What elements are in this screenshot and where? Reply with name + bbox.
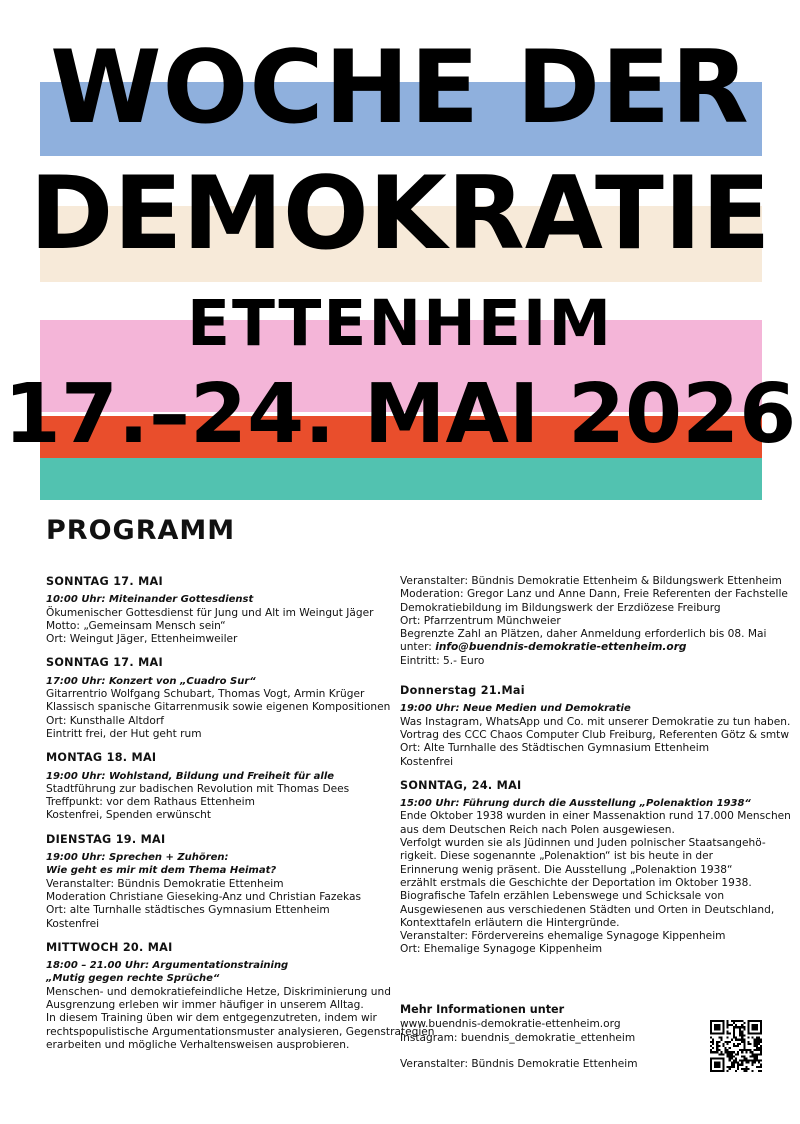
event-detail: Veranstalter: Fördervereins ehemalige Synagoge Kippenheim bbox=[400, 930, 726, 943]
program-event bbox=[46, 833, 386, 931]
headline-line-2: DEMOKRATIE bbox=[29, 154, 771, 272]
event-title: 19:00 Uhr: Sprechen + Zuhören: bbox=[46, 852, 229, 864]
event-day: SONNTAG 17. MAI bbox=[46, 656, 163, 670]
event-detail: Menschen- und demokratiefeindliche Hetze, Diskriminierung und bbox=[46, 985, 391, 998]
event-title: 19:00 Uhr: Neue Medien und Demokratie bbox=[400, 703, 631, 715]
qr-code-icon[interactable] bbox=[710, 1020, 762, 1072]
event-detail: Treffpunkt: vor dem Rathaus Ettenheim bbox=[46, 796, 255, 809]
headline-dates: 17.–24. MAI 2026 bbox=[3, 367, 797, 462]
event-detail: Ort: Alte Turnhalle des Städtischen Gymnasium Ettenheim bbox=[400, 742, 710, 755]
program-event bbox=[46, 575, 386, 646]
program-event bbox=[46, 656, 391, 741]
event-day: MONTAG 18. MAI bbox=[46, 751, 157, 765]
entry-fee: Eintritt: 5.- Euro bbox=[400, 654, 485, 667]
program-title: PROGRAMM bbox=[46, 515, 236, 546]
event-detail: Ökumenischer Gottesdienst für Jung und Alt im Weingut Jäger bbox=[46, 606, 374, 619]
continuation-detail: Begrenzte Zahl an Plätzen, daher Anmeldung erforderlich bis 08. Mai bbox=[400, 628, 767, 641]
event-detail: rechtspopulistische Argumentationsmuster analysieren, Gegenstrategien bbox=[46, 1025, 435, 1038]
program-event bbox=[46, 751, 386, 822]
continuation-detail: Moderation: Gregor Lanz und Anne Dann, Freie Referenten der Fachstelle bbox=[400, 588, 788, 601]
event-detail: Ort: alte Turnhalle städtisches Gymnasium Ettenheim bbox=[46, 904, 330, 917]
event-detail: Ort: Ehemalige Synagoge Kippenheim bbox=[400, 943, 603, 956]
program-right-column bbox=[400, 575, 791, 957]
event-day: SONNTAG 17. MAI bbox=[46, 575, 163, 588]
email-link[interactable]: info@buendnis-demokratie-ettenheim.org bbox=[435, 641, 687, 654]
more-info-title: Mehr Informationen unter bbox=[400, 1003, 565, 1016]
instagram-handle[interactable]: Instagram: buendnis_demokratie_ettenheim bbox=[400, 1031, 636, 1044]
event-title: „Mutig gegen rechte Sprüche“ bbox=[46, 973, 220, 985]
continuation-block bbox=[400, 575, 788, 668]
continuation-detail: Demokratiebildung im Bildungswerk der Erzdiözese Freiburg bbox=[400, 601, 721, 614]
event-detail: Kostenfrei, Spenden erwünscht bbox=[46, 809, 212, 822]
event-detail: Stadtführung zur badischen Revolution mit Thomas Dees bbox=[46, 782, 350, 795]
event-day: DIENSTAG 19. MAI bbox=[46, 832, 166, 846]
more-info-block bbox=[400, 1003, 638, 1071]
event-detail: Ende Oktober 1938 wurden in einer Massenaktion rund 17.000 Menschen bbox=[400, 810, 791, 823]
event-title: 17:00 Uhr: Konzert von „Cuadro Sur“ bbox=[46, 675, 256, 687]
event-detail: Gitarrentrio Wolfgang Schubart, Thomas Vogt, Armin Krüger bbox=[46, 688, 365, 701]
event-title: 15:00 Uhr: Führung durch die Ausstellung „Polenaktion 1938“ bbox=[400, 798, 751, 810]
event-detail: Erinnerung wenig präsent. Die Ausstellung „Polenaktion 1938“ bbox=[400, 863, 733, 876]
email-prefix: unter: bbox=[400, 641, 436, 654]
event-detail: Verfolgt wurden sie als Jüdinnen und Juden polnischer Staatsangehö- bbox=[400, 837, 766, 850]
program-event bbox=[400, 684, 791, 769]
event-title: Wie geht es mir mit dem Thema Heimat? bbox=[46, 865, 277, 877]
headline-city: ETTENHEIM bbox=[186, 287, 614, 360]
event-day: SONNTAG, 24. MAI bbox=[400, 778, 522, 792]
event-detail: aus dem Deutschen Reich nach Polen ausgewiesen. bbox=[400, 823, 675, 836]
organizer: Veranstalter: Bündnis Demokratie Ettenheim bbox=[400, 1057, 638, 1070]
event-detail: Ort: Kunsthalle Altdorf bbox=[46, 714, 164, 727]
event-detail: erarbeiten und mögliche Verhaltensweisen ausprobieren. bbox=[46, 1038, 350, 1051]
continuation-detail: Veranstalter: Bündnis Demokratie Ettenheim & Bildungswerk Ettenheim bbox=[400, 575, 782, 587]
program-event bbox=[400, 778, 791, 957]
email-line bbox=[400, 641, 770, 654]
event-title: 18:00 – 21.00 Uhr: Argumentationstraining bbox=[46, 960, 289, 972]
event-detail: Klassisch spanische Gitarrenmusik sowie eigenen Kompositionen bbox=[46, 701, 391, 714]
event-detail: Biografische Tafeln erzählen Lebenswege und Schicksale von bbox=[400, 890, 725, 903]
event-detail: Kostenfrei bbox=[400, 755, 454, 768]
event-detail: Veranstalter: Bündnis Demokratie Ettenheim bbox=[46, 877, 284, 890]
event-detail: rigkeit. Diese sogenannte „Polenaktion“ ist bis heute in der bbox=[400, 850, 713, 863]
event-detail: In diesem Training üben wir dem entgegenzutreten, indem wir bbox=[46, 1012, 377, 1025]
event-detail: erzählt erstmals die Geschichte der Deportation im Oktober 1938. bbox=[400, 876, 752, 889]
event-title: 10:00 Uhr: Miteinander Gottesdienst bbox=[46, 594, 254, 606]
event-day: MITTWOCH 20. MAI bbox=[46, 940, 173, 954]
event-detail: Ort: Weingut Jäger, Ettenheimweiler bbox=[46, 633, 238, 646]
event-detail: Ausgrenzung erleben wir immer häufiger in unserem Alltag. bbox=[46, 999, 364, 1012]
event-detail: Ausgewiesenen aus verschiedenen Städten und Orten in Deutschland, bbox=[400, 903, 775, 916]
event-detail: Eintritt frei, der Hut geht rum bbox=[46, 727, 202, 740]
website-link[interactable]: www.buendnis-demokratie-ettenheim.org bbox=[400, 1018, 621, 1031]
event-detail: Was Instagram, WhatsApp und Co. mit unserer Demokratie zu tun haben. bbox=[400, 715, 791, 728]
right-events bbox=[400, 684, 791, 957]
continuation-lines bbox=[400, 575, 788, 641]
event-title: 19:00 Uhr: Wohlstand, Bildung und Freiheit für alle bbox=[46, 770, 335, 782]
event-detail: Kontexttafeln erläutern die Hintergründe. bbox=[400, 916, 620, 929]
continuation-detail: Ort: Pfarrzentrum Münchweier bbox=[400, 614, 561, 627]
headline-line-1: WOCHE DER bbox=[50, 28, 750, 146]
event-detail: Kostenfrei bbox=[46, 917, 100, 930]
program-event bbox=[46, 940, 435, 1052]
event-detail: Motto: „Gemeinsam Mensch sein“ bbox=[46, 619, 226, 632]
event-detail: Vortrag des CCC Chaos Computer Club Freiburg, Referenten Götz & smtw bbox=[400, 728, 789, 741]
event-day: Donnerstag 21.Mai bbox=[400, 684, 525, 698]
event-detail: Moderation Christiane Gieseking-Anz und Christian Fazekas bbox=[46, 890, 361, 903]
